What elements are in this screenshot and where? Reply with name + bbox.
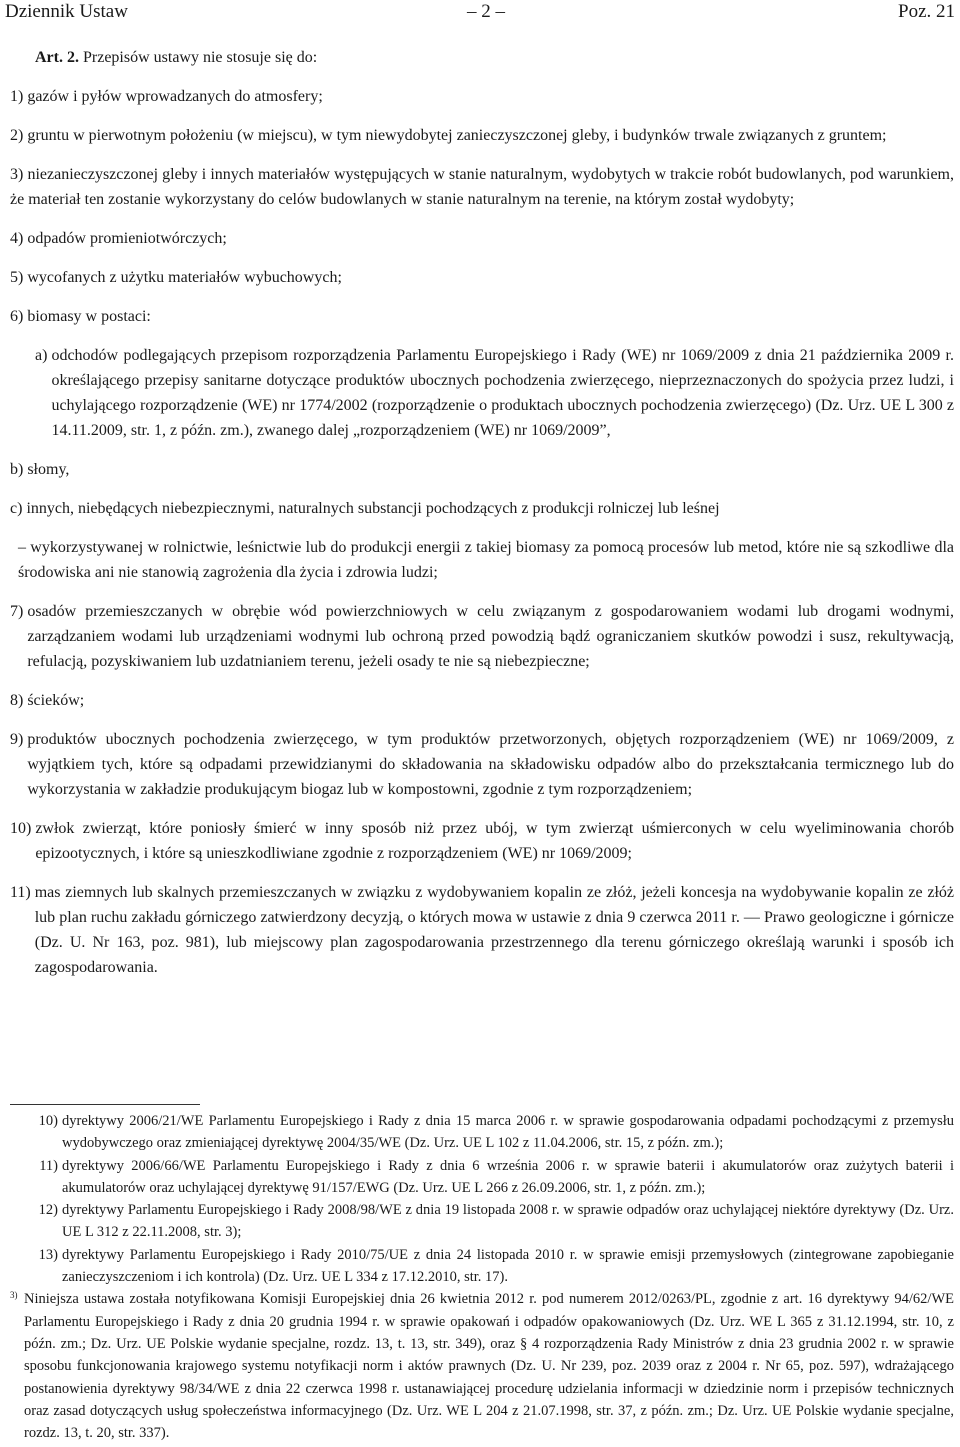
footnote xyxy=(10,1110,954,1155)
sub-item xyxy=(10,457,954,482)
footnote-text: dyrektywy Parlamentu Europejskiego i Rady 2008/98/WE z dnia 19 listopada 2008 r. w sprawie odpadów oraz uchylającej niektóre dyrektywy (Dz. Urz. UE L 312 z 22.11.2008, str. 3); xyxy=(62,1202,954,1241)
item-text: wycofanych z użytku materiałów wybuchowych; xyxy=(27,269,342,286)
item-number: 8) xyxy=(10,692,28,709)
list-item xyxy=(10,880,954,980)
item-text: odpadów promieniotwórczych; xyxy=(27,230,227,247)
list-item xyxy=(10,599,954,674)
list-item xyxy=(10,162,954,212)
sub-item-text: słomy, xyxy=(27,461,70,478)
footnote-number: 11) xyxy=(39,1157,58,1174)
footnotes xyxy=(10,1110,954,1444)
biomass-closing-clause: – wykorzystywanej w rolnictwie, leśnictwie lub do produkcji energii z takiej biomasy za pomocą procesów lub metod, które nie są szkodliwe dla środowiska ani nie stanowią zagrożenia dla życia i zdrowia ludzi; xyxy=(18,539,954,581)
page-header xyxy=(5,1,955,27)
footnote-divider xyxy=(10,1104,200,1105)
footnote-number: 13) xyxy=(38,1246,58,1263)
item-text: produktów ubocznych pochodzenia zwierzęcego, w tym produktów przetworzonych, objętych rozporządzeniem (WE) nr 1069/2009, z wyjątkiem tych, które są odpadami przewidzianymi do składowania na składowisku odpadów albo do przekształcania termicznego lub do wykorzystania w zakładzie produkującym biogaz lub w kompostowni, zgodnie z tym rozporządzeniem; xyxy=(27,731,954,798)
item-text: ścieków; xyxy=(27,692,85,709)
footnote-number: 10) xyxy=(38,1113,58,1129)
list-item xyxy=(10,123,954,148)
item-text: gruntu w pierwotnym położeniu (w miejscu), w tym niewydobytej zanieczyszczonej gleby, i budynków trwale związanych z gruntem; xyxy=(27,127,887,144)
item-number: 3) xyxy=(10,166,28,183)
item-text: osadów przemieszczanych w obrębie wód powierzchniowych w celu związanym z gospodarowaniem wodami lub drogami wodnymi, zarządzaniem wodami lub urządzeniami wodnymi lub ochroną przed powodzią bądź ograniczaniem skutków powodzi i susz, rekultywacją, refulacją, pozyskiwaniem lub uzdatnianiem terenu, jeżeli osady te nie są niebezpieczne; xyxy=(27,603,954,670)
sub-item xyxy=(10,496,954,521)
footnote xyxy=(10,1155,954,1200)
item-number: 9) xyxy=(10,731,28,748)
item-text: zwłok zwierząt, które poniosły śmierć w inny sposób niż przez ubój, w tym zwierząt uśmierconych w celu wyeliminowania chorób epizootycznych, i które są unieszkodliwiane zgodnie z rozporządzeniem (WE) nr 1069/2009; xyxy=(35,820,954,862)
list-item xyxy=(10,304,954,329)
item-number: 2) xyxy=(10,127,28,144)
footnote-text: dyrektywy 2006/21/WE Parlamentu Europejskiego i Rady z dnia 15 marca 2006 r. w sprawie gospodarowania odpadami pochodzącymi z przemysłu wydobywczego oraz zmieniającej dyrektywę 2004/35/WE (Dz. Urz. UE L 102 z 11.04.2006, str. 15, z późn. zm.); xyxy=(62,1113,954,1152)
footnote xyxy=(10,1288,954,1444)
item-number: 1) xyxy=(10,88,28,105)
sub-item-text: innych, niebędących niebezpiecznymi, naturalnych substancji pochodzących z produkcji rolniczej lub leśnej xyxy=(26,500,720,517)
list-item xyxy=(10,816,954,866)
list-item xyxy=(10,84,954,109)
item-text: biomasy w postaci: xyxy=(27,308,151,325)
sub-item-text: odchodów podlegających przepisom rozporządzenia Parlamentu Europejskiego i Rady (WE) nr 1069/2009 z dnia 21 października 2009 r. określającego przepisy sanitarne dotyczące produktów ubocznych pochodzenia zwierzęcego, nieprzeznaczonych do spożycia przez ludzi, i uchylającego rozporządzenie (WE) nr 1774/2002 (rozporządzenie o produktach ubocznych pochodzenia zwierzęcego) (Dz. Urz. UE L 300 z 14.11.2009, str. 1, z późn. zm.), zwanego dalej „rozporządzeniem (WE) nr 1069/2009”, xyxy=(51,347,954,439)
footnote xyxy=(10,1199,954,1244)
journal-title: Dziennik Ustaw xyxy=(5,1,128,22)
article-intro-text: Przepisów ustawy nie stosuje się do: xyxy=(78,49,318,66)
sub-item xyxy=(35,343,954,443)
footnote-number: 3) xyxy=(10,1290,18,1301)
item-number: 6) xyxy=(10,308,28,325)
sub-item-letter: c) xyxy=(10,500,27,517)
footnote-text: Niniejsza ustawa została notyfikowana Komisji Europejskiej dnia 26 kwietnia 2012 r. pod numerem 2012/0263/PL, zgodnie z art. 16 dyrektywy 94/62/WE Parlamentu Europejskiego i Rady z dnia 20 grudnia 1994 r. w sprawie opakowań i odpadów opakowaniowych (Dz. Urz. WE L 365 z 31.12.1994, str. 10, z późn. zm.; Dz. Urz. UE Polskie wydanie specjalne, rozdz. 13, t. 13, str. 349), oraz § 4 rozporządzenia Rady Ministrów z dnia 23 grudnia 2002 r. w sprawie sposobu funkcjonowania krajowego systemu notyfikacji norm i aktów prawnych (Dz. U. Nr 239, poz. 2039 oraz z 2004 r. Nr 65, poz. 597), wdrażającego postanowienia dyrektywy 98/34/WE z dnia 22 czerwca 1998 r. ustanawiającej procedurę udzielania informacji w dziedzinie norm i przepisów technicznych oraz zasad dotyczących usług społeczeństwa informacyjnego (Dz. Urz. WE L 204 z 21.07.1998, str. 37, z późn. zm.; Dz. Urz. UE Polskie wydanie specjalne, rozdz. 13, t. 20, str. 337). xyxy=(24,1291,954,1442)
item-number: 10) xyxy=(10,820,36,837)
list-item xyxy=(10,727,954,802)
item-number: 11) xyxy=(10,884,35,901)
list-item xyxy=(10,226,954,251)
item-number: 5) xyxy=(10,269,28,286)
list-item xyxy=(10,265,954,290)
footnote xyxy=(10,1244,954,1289)
item-text: mas ziemnych lub skalnych przemieszczanych w związku z wydobywaniem kopalin ze złóż, jeżeli koncesja na wydobywanie kopalin ze złóż lub plan ruchu zakładu górniczego zatwierdzony decyzją, o których mowa w ustawie z dnia 9 czerwca 2011 r. — Prawo geologiczne i górnicze (Dz. U. Nr 163, poz. 981), lub miejscowy plan zagospodarowania przestrzennego dla terenu górniczego określają warunki i sposób ich zagospodarowania. xyxy=(34,884,954,976)
article-body xyxy=(10,45,954,980)
sub-item-letter: a) xyxy=(35,347,52,364)
page-number: – 2 – xyxy=(467,1,505,22)
item-text: niezanieczyszczonej gleby i innych materiałów występujących w stanie naturalnym, wydobytych w trakcie robót budowlanych, pod warunkiem, że materiał ten zostanie wykorzystany do celów budowlanych w stanie naturalnym na terenie, na którym został wydobyty; xyxy=(10,166,954,208)
footnote-number: 12) xyxy=(38,1202,58,1219)
footnote-text: dyrektywy 2006/66/WE Parlamentu Europejskiego i Rady z dnia 6 września 2006 r. w sprawie baterii i akumulatorów oraz zużytych baterii i akumulatorów oraz uchylającej dyrektywę 91/157/EWG (Dz. Urz. UE L 266 z 26.09.2006, str. 1, z późn. zm.); xyxy=(62,1157,954,1196)
article-2-intro xyxy=(10,45,954,70)
sub-item-letter: b) xyxy=(10,461,28,478)
item-number: 7) xyxy=(10,603,28,620)
list-item xyxy=(10,688,954,713)
item-text: gazów i pyłów wprowadzanych do atmosfery; xyxy=(27,88,323,105)
article-label: Art. 2. xyxy=(35,49,79,66)
item-number: 4) xyxy=(10,230,28,247)
position-number: Poz. 21 xyxy=(898,1,955,22)
footnote-text: dyrektywy Parlamentu Europejskiego i Rady 2010/75/UE z dnia 24 listopada 2010 r. w sprawie emisji przemysłowych (zintegrowane zapobieganie zanieczyszczeniom i ich kontrola) (Dz. Urz. UE L 334 z 17.12.2010, str. 17). xyxy=(62,1246,954,1286)
